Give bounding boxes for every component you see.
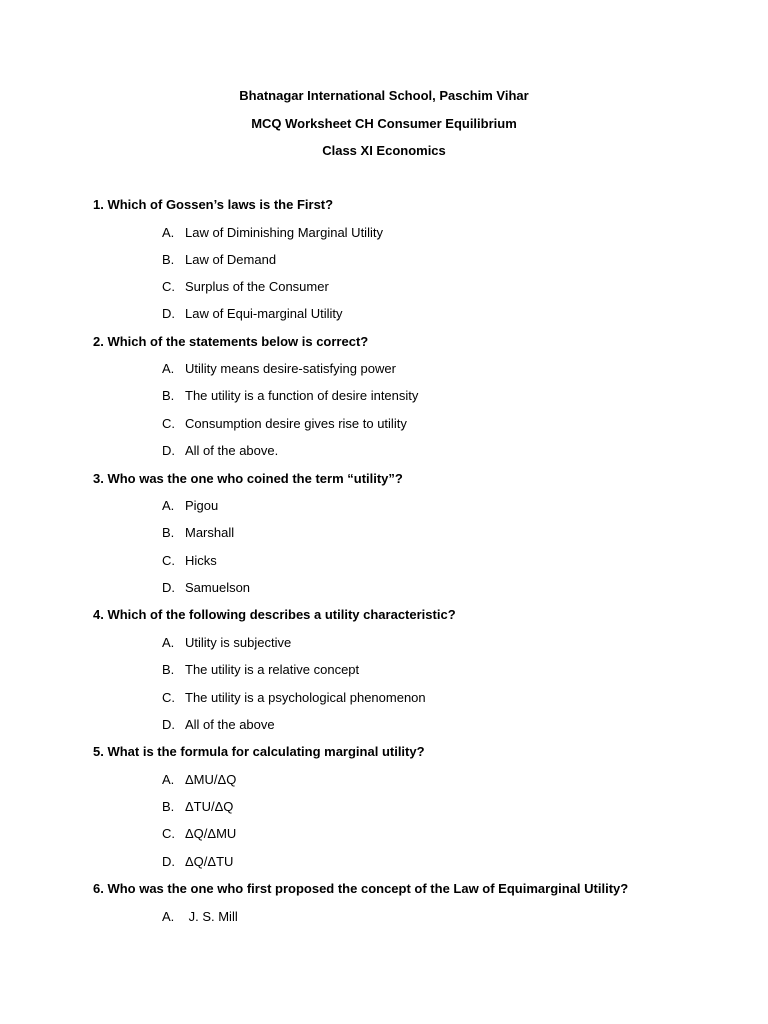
- question-3-option-a: [162, 498, 218, 514]
- option-letter: D.: [162, 306, 175, 321]
- worksheet-title: MCQ Worksheet CH Consumer Equilibrium: [251, 116, 517, 131]
- school-name: Bhatnagar International School, Paschim Vihar: [239, 88, 529, 103]
- option-text: Law of Demand: [185, 252, 277, 267]
- option-letter: A.: [162, 361, 175, 376]
- option-text: Hicks: [185, 553, 217, 568]
- question-6-option-a: [162, 909, 238, 925]
- option-text: Law of Diminishing Marginal Utility: [185, 225, 383, 240]
- option-letter: D.: [162, 443, 175, 458]
- option-letter: C.: [162, 690, 175, 705]
- question-1-option-c: [162, 279, 329, 295]
- question-5-option-a: [162, 772, 236, 788]
- option-text: All of the above: [185, 717, 275, 732]
- option-text: Utility is subjective: [185, 635, 292, 650]
- question-1-option-a: [162, 225, 383, 241]
- option-letter: D.: [162, 854, 175, 869]
- option-text: Utility means desire-satisfying power: [185, 361, 396, 376]
- question-1-option-b: [162, 252, 276, 268]
- option-text: ΔQ/ΔTU: [185, 854, 234, 869]
- option-text: The utility is a relative concept: [185, 662, 360, 677]
- question-1-option-d: [162, 306, 343, 322]
- question-4-option-a: [162, 635, 291, 651]
- option-letter: A.: [162, 498, 175, 513]
- question-2: 2. Which of the statements below is correct?: [93, 334, 369, 349]
- option-text: The utility is a psychological phenomenon: [185, 690, 426, 705]
- question-2-option-b: [162, 388, 418, 404]
- question-4-option-d: [162, 717, 275, 733]
- option-letter: D.: [162, 580, 175, 595]
- option-letter: B.: [162, 252, 175, 267]
- option-text: Surplus of the Consumer: [185, 279, 329, 294]
- question-1: 1. Which of Gossen’s laws is the First?: [93, 197, 334, 212]
- option-letter: D.: [162, 717, 175, 732]
- class-subject: Class XI Economics: [322, 143, 446, 158]
- option-letter: B.: [162, 799, 175, 814]
- option-letter: C.: [162, 826, 175, 841]
- option-text: Pigou: [185, 498, 219, 513]
- option-text: Marshall: [185, 525, 235, 540]
- question-5-option-d: [162, 854, 233, 870]
- option-letter: A.: [162, 225, 175, 240]
- option-text: Law of Equi-marginal Utility: [185, 306, 343, 321]
- question-2-option-d: [162, 443, 278, 459]
- option-text: Consumption desire gives rise to utility: [185, 416, 407, 431]
- option-letter: B.: [162, 662, 175, 677]
- question-3-option-b: [162, 525, 234, 541]
- question-4: 4. Which of the following describes a utility characteristic?: [93, 607, 456, 622]
- question-6: 6. Who was the one who first proposed the concept of the Law of Equimarginal Utility?: [93, 881, 629, 896]
- option-text: Samuelson: [185, 580, 251, 595]
- question-2-option-a: [162, 361, 396, 377]
- option-letter: C.: [162, 553, 175, 568]
- option-letter: A.: [162, 772, 175, 787]
- option-text: ΔQ/ΔMU: [185, 826, 237, 841]
- question-2-option-c: [162, 416, 407, 432]
- question-3: 3. Who was the one who coined the term “utility”?: [93, 471, 403, 486]
- option-letter: A.: [162, 635, 175, 650]
- question-5-option-c: [162, 826, 236, 842]
- question-5-option-b: [162, 799, 233, 815]
- option-text: ΔMU/ΔQ: [185, 772, 237, 787]
- option-letter: B.: [162, 388, 175, 403]
- option-text: All of the above.: [185, 443, 279, 458]
- option-letter: A.: [162, 909, 175, 924]
- question-5: 5. What is the formula for calculating marginal utility?: [93, 744, 425, 759]
- option-text: ΔTU/ΔQ: [185, 799, 234, 814]
- question-4-option-b: [162, 662, 359, 678]
- option-text: J. S. Mill: [185, 909, 238, 924]
- question-4-option-c: [162, 690, 426, 706]
- option-letter: C.: [162, 416, 175, 431]
- option-letter: B.: [162, 525, 175, 540]
- option-letter: C.: [162, 279, 175, 294]
- option-text: The utility is a function of desire intensity: [185, 388, 419, 403]
- question-3-option-c: [162, 553, 217, 569]
- question-3-option-d: [162, 580, 250, 596]
